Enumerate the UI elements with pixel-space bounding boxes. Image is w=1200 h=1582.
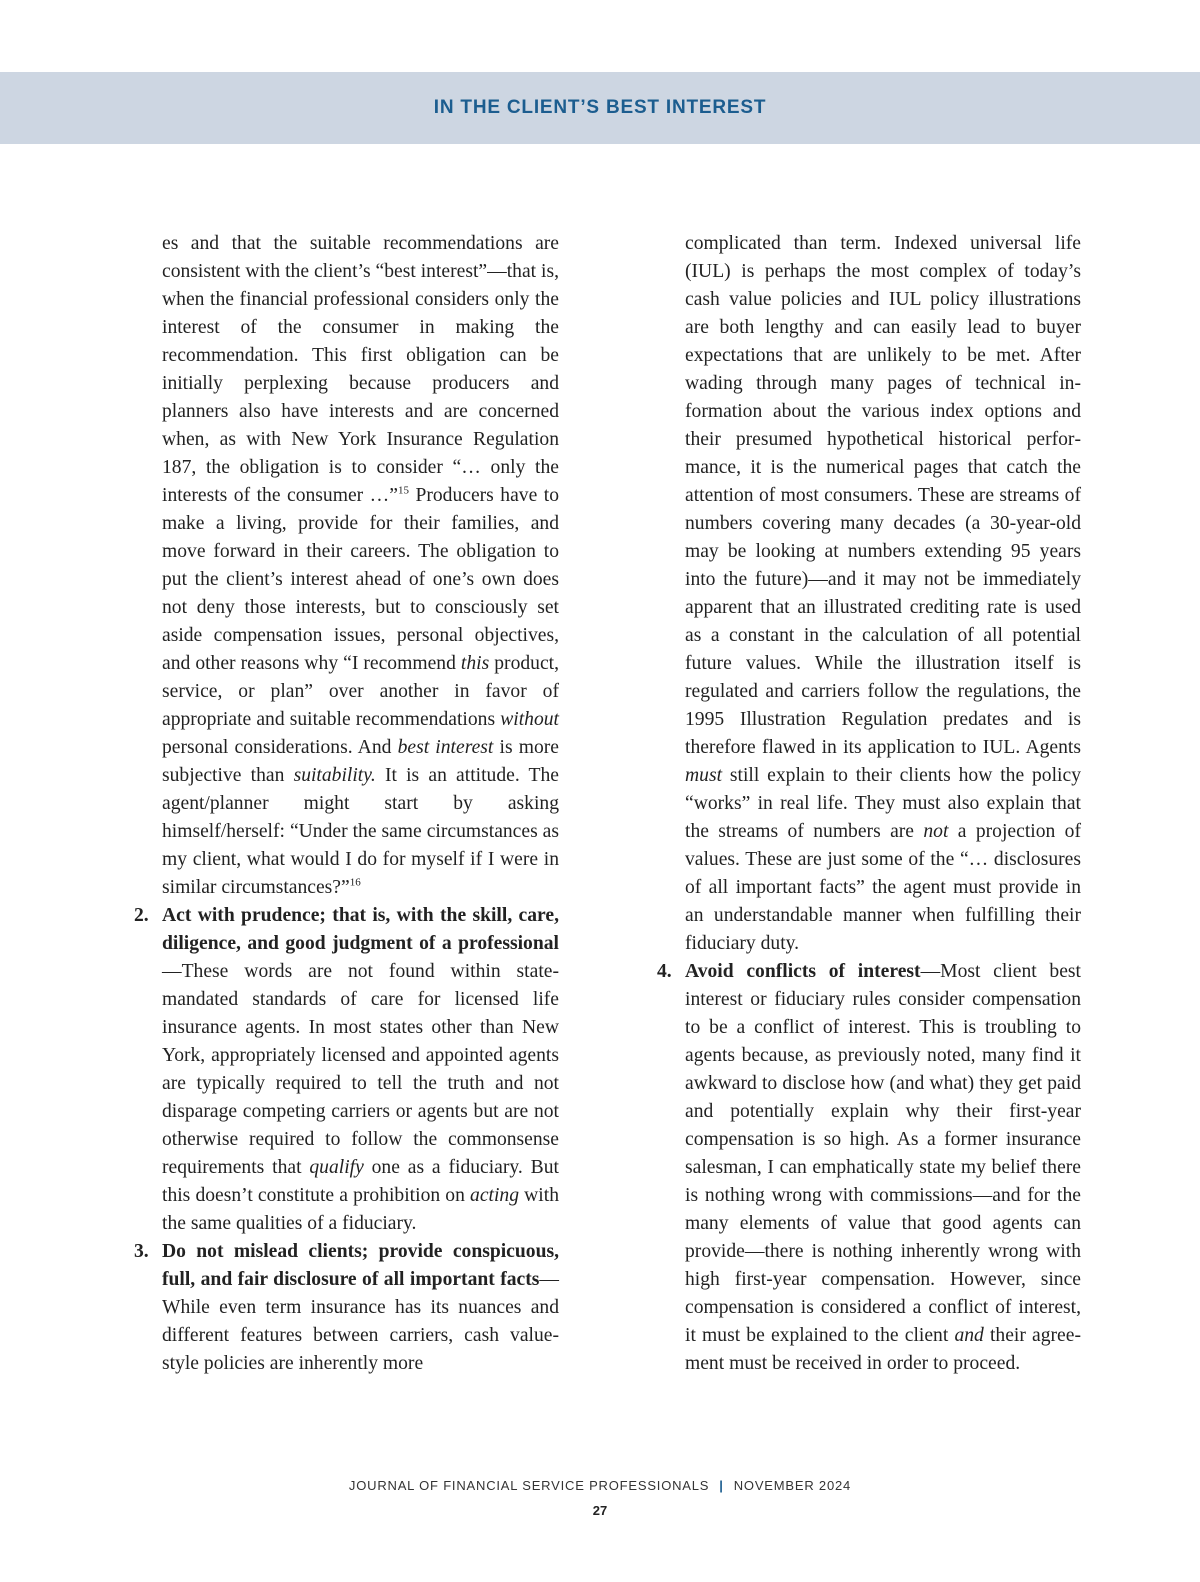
running-title: IN THE CLIENT’S BEST INTEREST: [433, 97, 767, 118]
list-number: 3.: [134, 1241, 149, 1262]
running-header-banner: [0, 72, 1200, 144]
footnote-ref-16: 16: [349, 876, 361, 889]
footer-separator: |: [719, 1478, 724, 1493]
continued-paragraph: complicated than term. Indexed universal life (IUL) is perhaps the most complex of today’s cash value policies and IUL policy illustrations are both lengthy and can easily lead to buyer expectations that are unlikely to be met. After wading through many pages of technical information about the various index options and their presumed hypothetical historical performance, it is the numerical pages that catch the attention of most consumers. These are streams of numbers covering many decades (a 30-year-old may be looking at numbers extending 95 years into the future)—and it may not be immediately apparent that an illustrated crediting rate is used as a constant in the calculation of all potential future values. While the illustration itself is regulated and carriers follow the regulations, the 1995 Illustration Regulation predates and is therefore flawed in its application to IUL. Agents must still explain to their clients how the policy “works” in real life. They must also explain that the streams of numbers are not a projection of values. These are just some of the “… disclosures of all important facts” the agent must provide in an understandable manner when fulfilling their fiduciary duty.: [685, 233, 1081, 954]
list-item-2: 2. Act with prudence; that is, with the skill, care, diligence, and good judgment of a professional—These words are not found within state-mandated standards of care for licensed life insurance agents. In most states other than New York, appropriately licensed and appointed agents are typically required to tell the truth and not disparage competing carriers or agents but are not otherwise required to follow the commonsense requirements that qualify one as a fiduciary. But this doesn’t constitute a prohibition on acting with the same qualities of a fiduciary.: [162, 902, 559, 1238]
list-item-heading: Do not mislead clients; provide conspicuous, full, and fair disclosure of all important facts: [162, 1241, 559, 1290]
journal-name: JOURNAL OF FINANCIAL SERVICE PROFESSIONALS: [348, 1478, 710, 1493]
footnote-ref-15: 15: [397, 484, 409, 497]
list-item-4: 4. Avoid conflicts of interest—Most client best interest or fiduciary rules consider compensation to be a conflict of interest. This is troubling to agents because, as previously noted, many find it awkward to disclose how (and what) they get paid and potentially explain why their first-year compensation is so high. As a former insurance salesman, I can emphatically state my belief there is nothing wrong with commissions—and for the many elements of value that good agents can provide—there is nothing inherently wrong with high first-year compensation. However, since compensation is considered a conflict of interest, it must be explained to the client and their agreement must be received in order to proceed.: [685, 958, 1081, 1378]
list-number: 4.: [657, 961, 672, 982]
list-number: 2.: [134, 905, 149, 926]
list-item-heading: Act with prudence; that is, with the skill, care, diligence, and good judgment of a professional: [162, 905, 559, 954]
page-footer: [0, 1478, 1200, 1493]
right-column: [657, 230, 1081, 1378]
list-item-heading: Avoid conflicts of interest: [685, 961, 921, 982]
continued-paragraph: es and that the suitable recommendations are consistent with the client’s “best interest”—that is, when the financial professional considers only the interest of the consumer in making the recommendation. This first obligation can be initially perplexing because producers and planners also have interests and are concerned when, as with New York Insurance Regulation 187, the obligation is to consider “… only the interests of the consumer …”$^{15}$ Producers have to make a living, provide for their families, and move forward in their careers. The obligation to put the client’s interest ahead of one’s own does not deny those interests, but to consciously set aside compensation issues, personal objectives, and other reasons why “I recommend this product, service, or plan” over another in favor of appropriate and suitable recommendations without personal considerations. And best interest is more subjective than suitability. It is an attitude. The agent/planner might start by asking himself/herself: “Under the same circumstances as my client, what would I do for myself if I were in similar circumstances?”$^{16}$: [162, 233, 560, 898]
left-column: [134, 230, 560, 1378]
page-number: 27: [592, 1503, 608, 1518]
issue-date: NOVEMBER 2024: [733, 1478, 852, 1493]
list-item-3: 3. Do not mislead clients; provide conspicuous, full, and fair disclosure of all important facts—While even term insurance has its nuances and different features between carriers, cash value-style policies are inherently more: [162, 1238, 559, 1378]
